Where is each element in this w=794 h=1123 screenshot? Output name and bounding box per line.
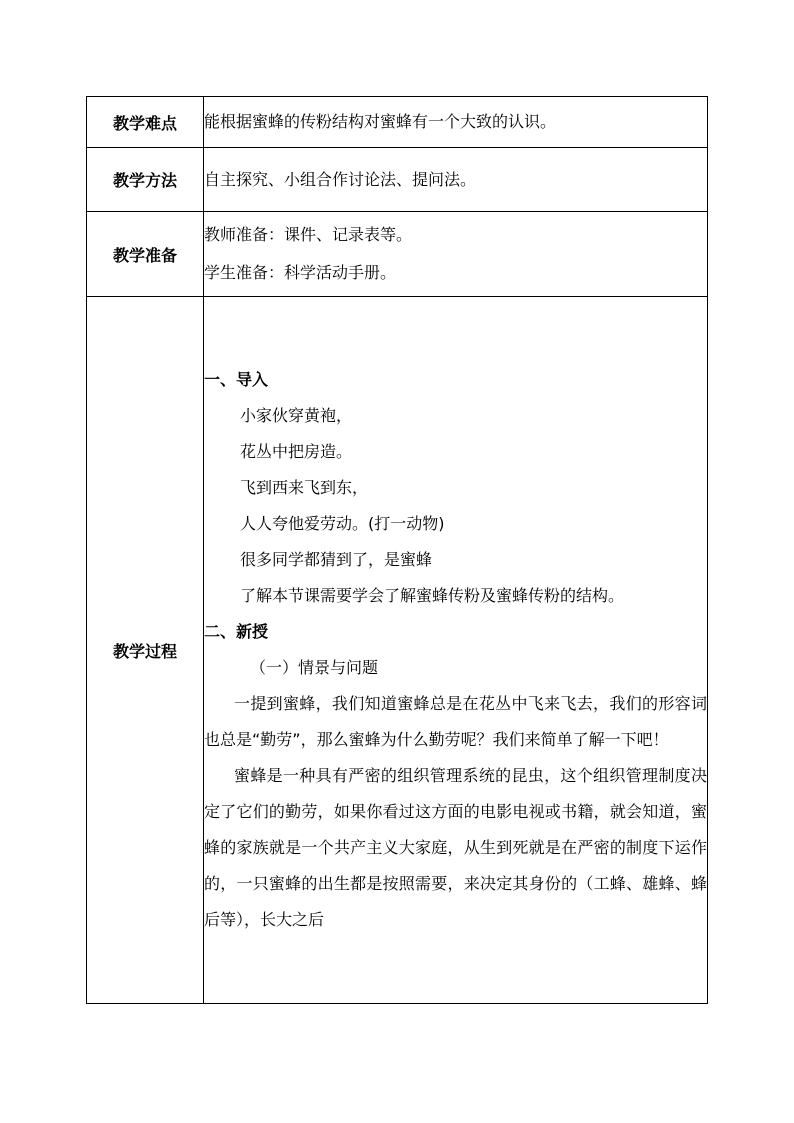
riddle-line-2: 花丛中把房造。 [240, 442, 353, 461]
row-label-method: 教学方法 [87, 148, 204, 212]
lesson-goal: 了解本节课需要学会了解蜜蜂传粉及蜜蜂传粉的结构。 [240, 586, 625, 605]
body-paragraphs [204, 686, 707, 938]
table-row-method [87, 148, 708, 212]
row-content-process [204, 297, 708, 1004]
row-label-process: 教学过程 [87, 297, 204, 1004]
section-heading-intro: 一、导入 [204, 370, 269, 389]
row-label-preparation: 教学准备 [87, 212, 204, 297]
riddle-line-4: 人人夸他爱劳动。(打一动物) [240, 514, 445, 533]
row-label-difficulty: 教学难点 [87, 97, 204, 148]
row-content-preparation [204, 212, 708, 297]
student-preparation: 学生准备：科学活动手册。 [204, 263, 397, 282]
lesson-plan-table [86, 96, 708, 1004]
riddle-answer: 很多同学都猜到了，是蜜蜂 [240, 550, 433, 569]
row-content-method: 自主探究、小组合作讨论法、提问法。 [204, 148, 708, 212]
paragraph-1: 一提到蜜蜂，我们知道蜜蜂总是在花丛中飞来飞去，我们的形容词也总是“勤劳”，那么蜜蜂为什么勤劳呢？我们来简单了解一下吧！ [204, 694, 707, 749]
subsection-heading: （一）情景与问题 [250, 658, 379, 677]
section-heading-new: 二、新授 [204, 622, 269, 641]
riddle-line-3: 飞到西来飞到东， [240, 478, 369, 497]
row-content-difficulty: 能根据蜜蜂的传粉结构对蜜蜂有一个大致的认识。 [204, 97, 708, 148]
teacher-preparation: 教师准备：课件、记录表等。 [204, 225, 413, 244]
table-row-preparation [87, 212, 708, 297]
table-row-process [87, 297, 708, 1004]
riddle-line-1: 小家伙穿黄袍， [240, 406, 353, 425]
table-row-difficulty [87, 97, 708, 148]
paragraph-2: 蜜蜂是一种具有严密的组织管理系统的昆虫，这个组织管理制度决定了它们的勤劳，如果你看过这方面的电影电视或书籍，就会知道，蜜蜂的家族就是一个共产主义大家庭，从生到死就是在严密的制度下运作的，一只蜜蜂的出生都是按照需要，来决定其身份的（工蜂、雄蜂、蜂后等），长大之后 [204, 766, 707, 929]
